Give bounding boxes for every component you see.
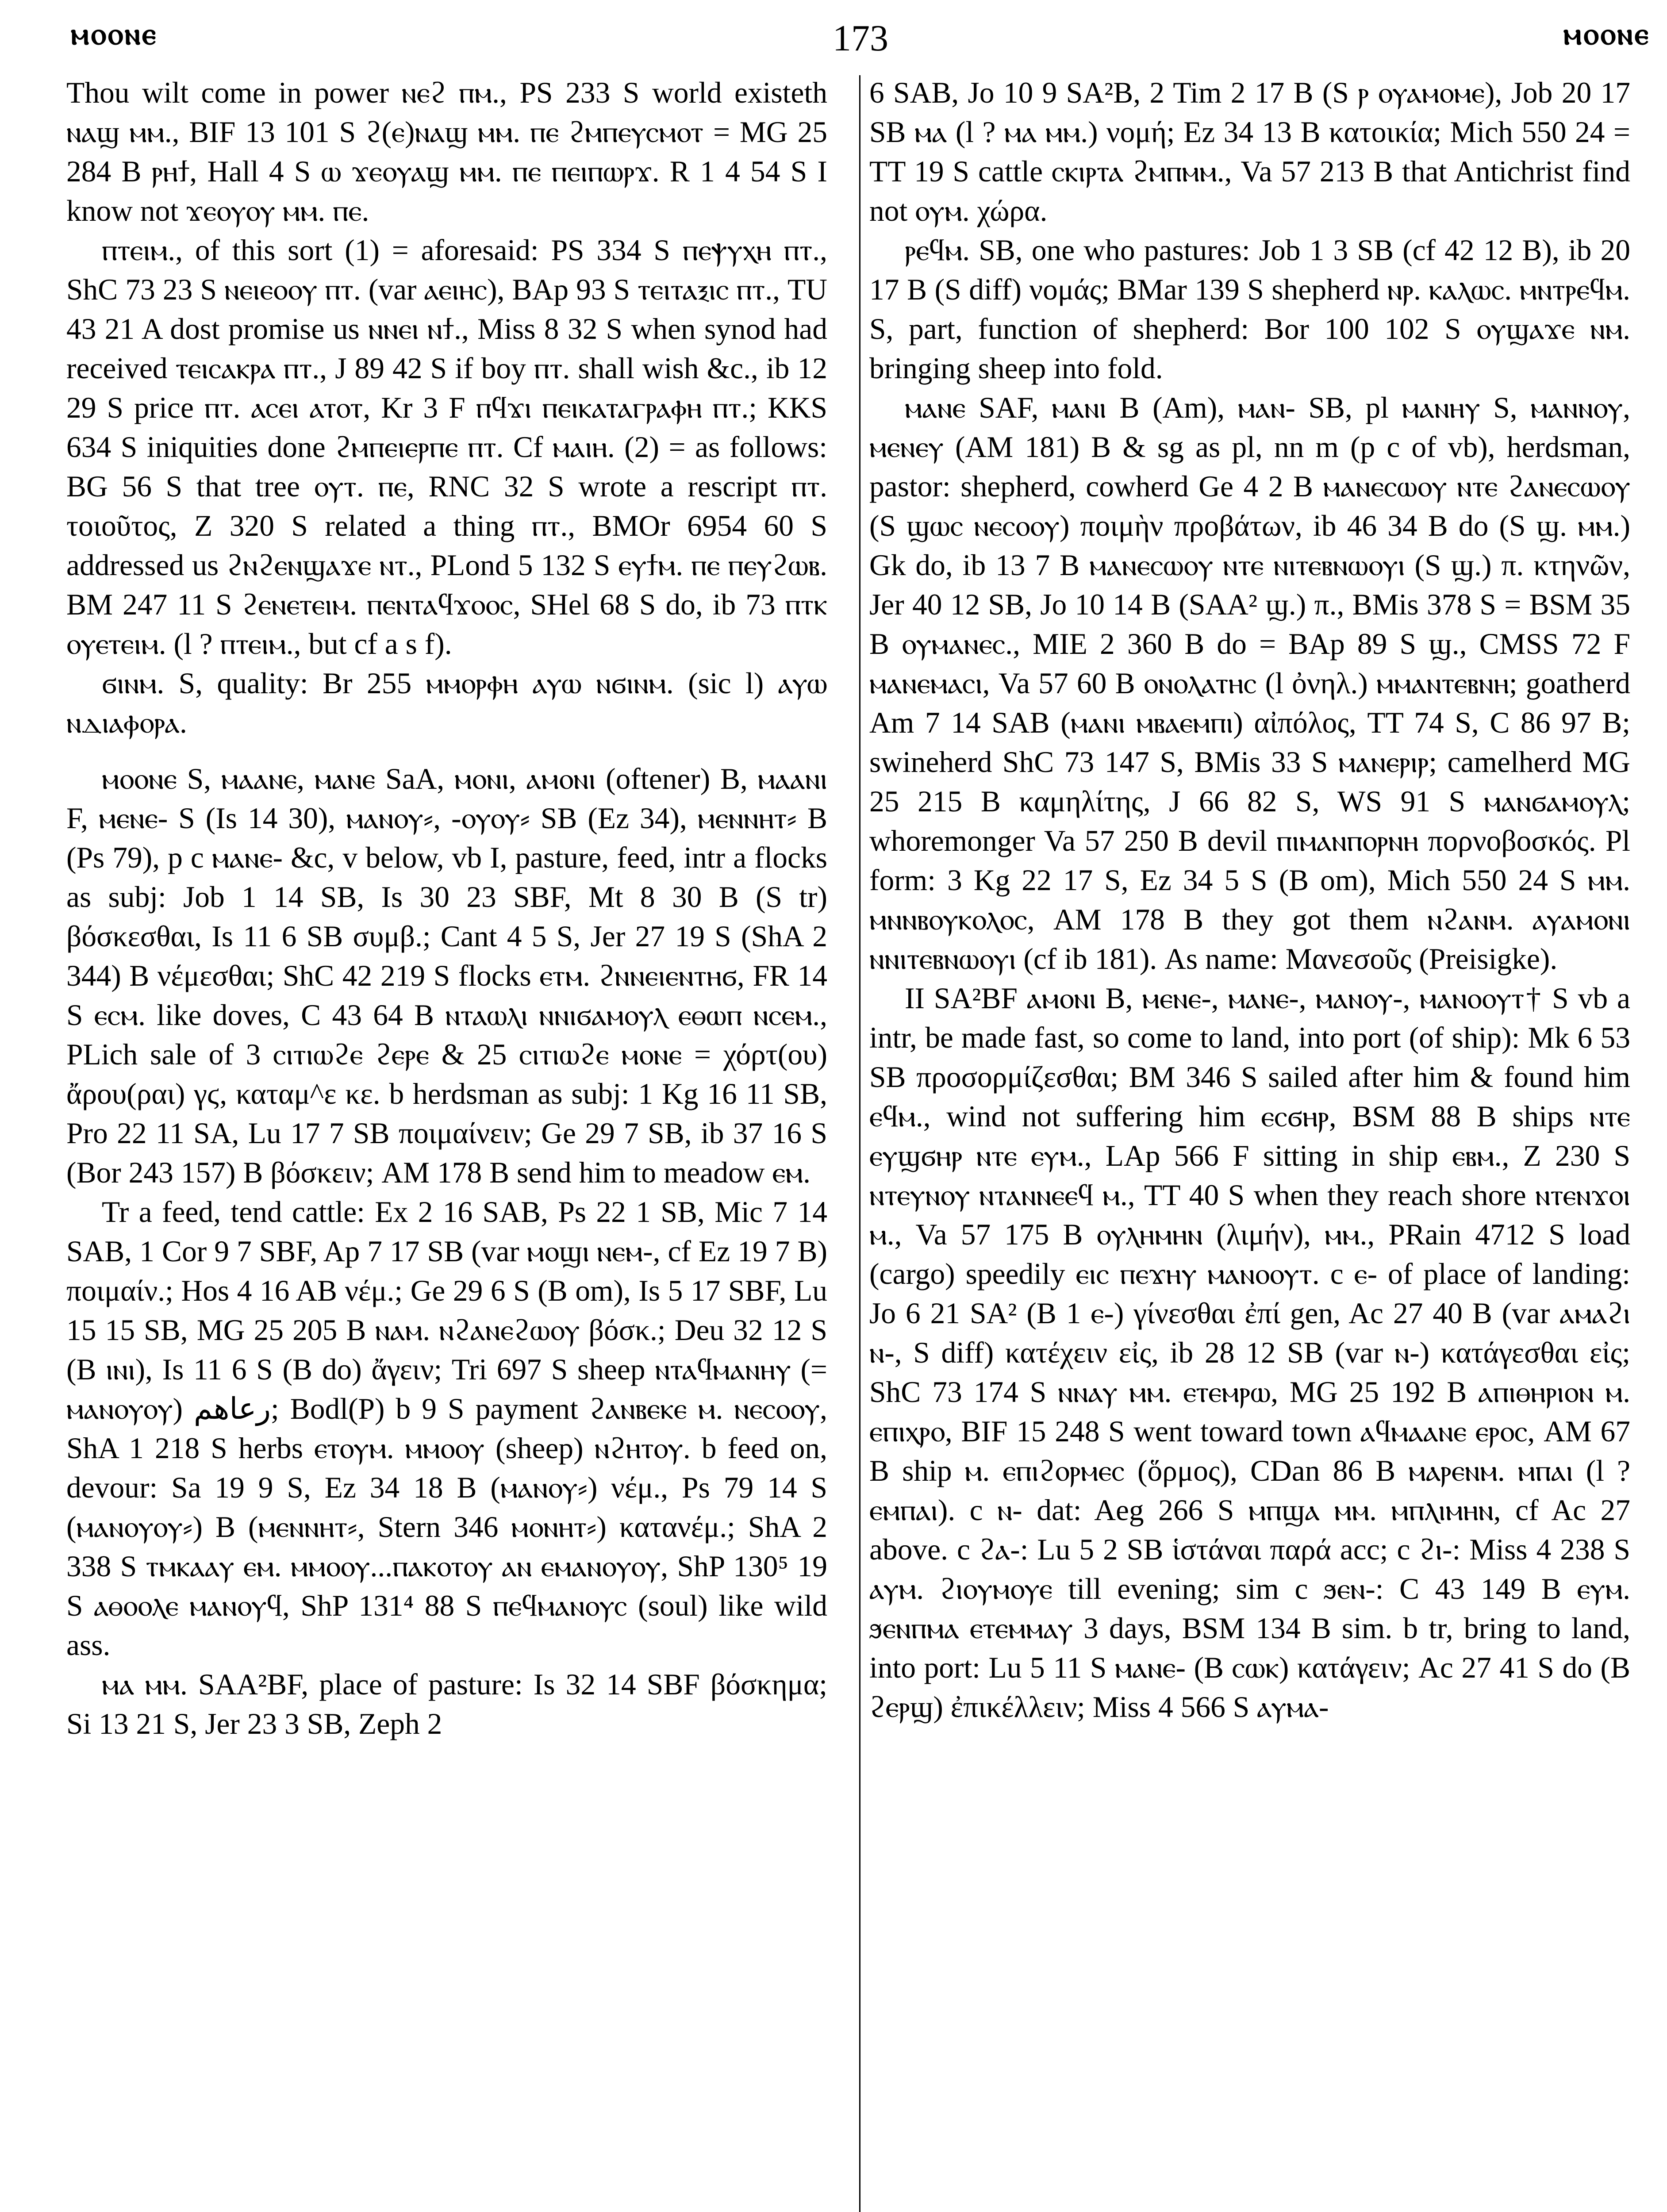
entry-paragraph: ⲙⲁⲛⲉ SAF, ⲙⲁⲛⲓ B (Am), ⲙⲁⲛ- SB, pl ⲙⲁⲛⲏⲩ S, ⲙⲁⲛⲛⲟⲩ, ⲙⲉⲛⲉⲩ (AM 181) B & sg as pl, nn m (p c of vb), herdsman, pastor: shepherd, cowherd Ge 4 2 B ⲙⲁⲛⲉⲥⲱⲟⲩ ⲛⲧⲉ ϩⲁⲛⲉⲥⲱⲟⲩ (S ϣⲱⲥ ⲛⲉⲥⲟⲟⲩ) ποιμὴν προβάτων, ib 46 34 B do (S ϣ. ⲙⲙ.) Gk do, ib 13 7 B ⲙⲁⲛⲉⲥⲱⲟⲩ ⲛⲧⲉ ⲛⲓⲧⲉⲃⲛⲱⲟⲩⲓ (S ϣ.) π. κτηνῶν, Jer 40 12 SB, Jo 10 14 B (SAA² ϣ.) π., BMis 378 S = BSM 35 B ⲟⲩⲙⲁⲛⲉⲥ., MIE 2 360 B do = BAp 89 S ϣ., CMSS 72 F ⲙⲁⲛⲉⲙⲁⲥⲓ, Va 57 60 B ⲟⲛⲟⲗⲁⲧⲏⲥ (l ὀνηλ.) ⲙⲙⲁⲛⲧⲉⲃⲛⲏ; goatherd Am 7 14 SAB (ⲙⲁⲛⲓ ⲙⲃⲁⲉⲙⲡⲓ) αἰπόλος, TT 74 S, C 86 97 B; swineherd ShC 73 147 S, BMis 33 S ⲙⲁⲛⲉⲣⲓⲣ; camelherd MG 25 215 B καμηλίτης, J 66 82 S, WS 91 S ⲙⲁⲛϭⲁⲙⲟⲩⲗ; whoremonger Va 57 250 B devil ⲡⲓⲙⲁⲛⲡⲟⲣⲛⲏ πορνοβοσκός. Pl form: 3 Kg 22 17 S, Ez 34 5 S (B om), Mich 550 24 S ⲙⲙ. ⲙⲛⲛⲃⲟⲩⲕⲟⲗⲟⲥ, AM 178 B they got them ⲛϩⲁⲛⲙ. ⲁⲩⲁⲙⲟⲛⲓ ⲛⲛⲓⲧⲉⲃⲛⲱⲟⲩⲓ (cf ib 181). As name: Μανεσοῦς (Preisigke). (869, 391, 1630, 975)
page-number: 173 (833, 18, 888, 59)
entry-paragraph: II SA²BF ⲁⲙⲟⲛⲓ B, ⲙⲉⲛⲉ-, ⲙⲁⲛⲉ-, ⲙⲁⲛⲟⲩ-, ⲙⲁⲛⲟⲟⲩⲧ† S vb a intr, be made fast, so come to land, into port (of ship): Mk 6 53 SB προσορμίζεσθαι; BM 346 S sailed after him & found him ⲉϥⲙ., wind not suffering him ⲉⲥϭⲏⲣ, BSM 88 B ships ⲛⲧⲉ ⲉⲩϣϭⲏⲣ ⲛⲧⲉ ⲉⲩⲙ., LAp 566 F sitting in ship ⲉⲃⲙ., Z 230 S ⲛⲧⲉⲩⲛⲟⲩ ⲛⲧⲁⲛⲛⲉⲉϥ ⲙ., TT 40 S when they reach shore ⲛⲧⲉⲛϫⲟⲓ ⲙ., Va 57 175 B ⲟⲩⲗⲏⲙⲏⲛ (λιμήν), ⲙⲙ., PRain 4712 S load (cargo) speedily ⲉⲓⲥ ⲡⲉϫⲏⲩ ⲙⲁⲛⲟⲟⲩⲧ. c ⲉ- of place of landing: Jo 6 21 SA² (B 1 ⲉ-) γίνεσθαι ἐπί gen, Ac 27 40 B (var ⲁⲙⲁϩⲓ ⲛ-, S diff) κατέχειν εἰς, ib 28 12 SB (var ⲛ-) κατάγεσθαι εἰς; ShC 73 174 S ⲛⲛⲁⲩ ⲙⲙ. ⲉⲧⲉⲙⲣⲱ, MG 25 192 B ⲁⲡⲓⲑⲏⲣⲓⲟⲛ ⲙ. ⲉⲡⲓⲭⲣⲟ, BIF 15 248 S went toward town ⲁϥⲙⲁⲁⲛⲉ ⲉⲣⲟⲥ, AM 67 B ship ⲙ. ⲉⲡⲓϩⲟⲣⲙⲉⲥ (ὅρμος), CDan 86 B ⲙⲁⲣⲉⲛⲙ. ⲙⲡⲁⲓ (l ? ⲉⲙⲡⲁⲓ). c ⲛ- dat: Aeg 266 S ⲙⲡϣⲁ ⲙⲙ. ⲙⲡⲗⲓⲙⲏⲛ, cf Ac 27 above. c ϩⲁ-: Lu 5 2 SB ἱστάναι παρά acc; c ϩⲓ-: Miss 4 238 S ⲁⲩⲙ. ϩⲓⲟⲩⲙⲟⲩⲉ till evening; sim c ϧⲉⲛ-: C 43 149 B ⲉⲩⲙ. ϧⲉⲛⲡⲙⲁ ⲉⲧⲉⲙⲙⲁⲩ 3 days, BSM 134 B sim. b tr, bring to land, into port: Lu 5 11 S ⲙⲁⲛⲉ- (B ⲥⲱⲕ) κατάγειν; Ac 27 41 S do (B ϩⲉⲣϣ) ἐπικέλλειν; Miss 4 566 S ⲁⲩⲙⲁ- (869, 982, 1630, 1724)
entry-paragraph: 6 SAB, Jo 10 9 SA²B, 2 Tim 2 17 B (S ⲣ ⲟⲩⲁⲙⲟⲙⲉ), Job 20 17 SB ⲙⲁ (l ? ⲙⲁ ⲙⲙ.) νομή; Ez 34 13 B κατοικία; Mich 550 24 = TT 19 S cattle ⲥⲕⲓⲣⲧⲁ ϩⲙⲡⲙⲙ., Va 57 213 B that Antichrist find not ⲟⲩⲙ. χώρα. (869, 76, 1630, 227)
entry-paragraph: ⲙⲁ ⲙⲙ. SAA²BF, place of pasture: Is 32 14 SBF βόσκημα; Si 13 21 S, Jer 23 3 SB, Zeph 2 (66, 1668, 827, 1740)
running-header (71, 17, 1650, 70)
entry-paragraph: Tr a feed, tend cattle: Ex 2 16 SAB, Ps 22 1 SB, Mic 7 14 SAB, 1 Cor 9 7 SBF, Ap 7 17 SB (var ⲙⲟϣⲓ ⲛⲉⲙ-, cf Ez 19 7 B) ποιμαίν.; Hos 4 16 AB νέμ.; Ge 29 6 S (B om), Is 5 17 SBF, Lu 15 15 SB, MG 25 205 B ⲛⲁⲙ. ⲛϩⲁⲛⲉϩⲱⲟⲩ βόσκ.; Deu 32 12 S (B ⲓⲛⲓ), Is 11 6 S (B do) ἄγειν; Tri 697 S sheep ⲛⲧⲁϥⲙⲁⲛⲏⲩ (= ⲙⲁⲛⲟⲩⲟⲩ) رعاهم; Bodl(P) b 9 S payment ϩⲁⲛⲃⲉⲕⲉ ⲙ. ⲛⲉⲥⲟⲟⲩ, ShA 1 218 S herbs ⲉⲧⲟⲩⲙ. ⲙⲙⲟⲟⲩ (sheep) ⲛϩⲏⲧⲟⲩ. b feed on, devour: Sa 19 9 S, Ez 34 18 B (ⲙⲁⲛⲟⲩ⸗) νέμ., Ps 79 14 S (ⲙⲁⲛⲟⲩⲟⲩ⸗) B (ⲙⲉⲛⲛⲏⲧ⸗, Stern 346 ⲙⲟⲛⲏⲧ⸗) κατανέμ.; ShA 2 338 S ⲧⲙⲕⲁⲁⲩ ⲉⲙ. ⲙⲙⲟⲟⲩ...ⲡⲁⲕⲟⲧⲟⲩ ⲁⲛ ⲉⲙⲁⲛⲟⲩⲟⲩ, ShP 130⁵ 19 S ⲁⲑⲟⲟⲗⲉ ⲙⲁⲛⲟⲩϥ, ShP 131⁴ 88 S ⲡⲉϥⲙⲁⲛⲟⲩⲥ (soul) like wild ass. (66, 1195, 827, 1662)
right-column (869, 73, 1630, 2212)
column-divider (859, 75, 860, 2212)
entry-paragraph: ⲙⲟⲟⲛⲉ S, ⲙⲁⲁⲛⲉ, ⲙⲁⲛⲉ SaA, ⲙⲟⲛⲓ, ⲁⲙⲟⲛⲓ (oftener) B, ⲙⲁⲁⲛⲓ F, ⲙⲉⲛⲉ- S (Is 14 30), ⲙⲁⲛⲟⲩ⸗, -ⲟⲩⲟⲩ⸗ SB (Ez 34), ⲙⲉⲛⲛⲏⲧ⸗ B (Ps 79), p c ⲙⲁⲛⲉ- &c, v below, vb I, pasture, feed, intr a flocks as subj: Job 1 14 SB, Is 30 23 SBF, Mt 8 30 B (S tr) βόσκεσθαι, Is 11 6 SB συμβ.; Cant 4 5 S, Jer 27 19 S (ShA 2 344) B νέμεσθαι; ShC 42 219 S flocks ⲉⲧⲙ. ϩⲛⲛⲉⲓⲉⲛⲧⲏϭ, FR 14 S ⲉⲥⲙ. like doves, C 43 64 B ⲛⲧⲁⲱⲗⲓ ⲛⲛⲓϭⲁⲙⲟⲩⲗ ⲉⲑⲱⲡ ⲛⲥⲉⲙ., PLich sale of 3 ⲥⲓⲧⲓⲱϩⲉ ϩⲉⲣⲉ & 25 ⲥⲓⲧⲓⲱϩⲉ ⲙⲟⲛⲉ = χόρτ(ου) ἄρου(ραι) γϛ, καταμ^ε κε. b herdsman as subj: 1 Kg 16 11 SB, Pro 22 11 SA, Lu 17 7 SB ποιμαίνειν; Ge 29 7 SB, ib 37 16 S (Bor 243 157) B βόσκειν; AM 178 B send him to meadow ⲉⲙ. (66, 762, 827, 1189)
entry-paragraph: ⲡⲧⲉⲓⲙ., of this sort (1) = aforesaid: PS 334 S ⲡⲉⲯⲩⲭⲏ ⲡⲧ., ShC 73 23 S ⲛⲉⲓⲉⲟⲟⲩ ⲡⲧ. (var ⲁⲉⲓⲏⲥ), BAp 93 S ⲧⲉⲓⲧⲁⲝⲓⲥ ⲡⲧ., TU 43 21 A dost promise us ⲛⲛⲉⲓ ⲛϯ., Miss 8 32 S when synod had received ⲧⲉⲓⲥⲁⲕⲣⲁ ⲡⲧ., J 89 42 S if boy ⲡⲧ. shall wish &c., ib 12 29 S price ⲡⲧ. ⲁⲥⲉⲓ ⲁⲧⲟⲧ, Kr 3 F ⲡϥϫⲓ ⲡⲉⲓⲕⲁⲧⲁⲅⲣⲁⲫⲏ ⲡⲧ.; KKS 634 S iniquities done ϩⲙⲡⲉⲓⲉⲣⲡⲉ ⲡⲧ. Cf ⲙⲁⲓⲏ. (2) = as follows: BG 56 S that tree ⲟⲩⲧ. ⲡⲉ, RNC 32 S wrote a rescript ⲡⲧ. τοιοῦτος, Z 320 S related a thing ⲡⲧ., BMOr 6954 60 S addressed us ϩⲛϩⲉⲛϣⲁϫⲉ ⲛⲧ., PLond 5 132 S ⲉⲩϯⲙ. ⲡⲉ ⲡⲉⲩϩⲱⲃ. BM 247 11 S ϩⲉⲛⲉⲧⲉⲓⲙ. ⲡⲉⲛⲧⲁϥϫⲟⲟⲥ, SHel 68 S do, ib 73 ⲡⲧⲕ ⲟⲩⲉⲧⲉⲓⲙ. (l ? ⲡⲧⲉⲓⲙ., but cf a s f). (66, 234, 827, 661)
header-left-headword: ⲙⲟⲟⲛⲉ (71, 17, 158, 51)
header-right-headword: ⲙⲟⲟⲛⲉ (1563, 17, 1650, 51)
entry-paragraph: Thou wilt come in power ⲛⲉϩ ⲡⲙ., PS 233 S world existeth ⲛⲁϣ ⲙⲙ., BIF 13 101 S ϩ(ⲉ)ⲛⲁϣ ⲙⲙ. ⲡⲉ ϩⲙⲡⲉⲩⲥⲙⲟⲧ = MG 25 284 B ⲣⲏϯ, Hall 4 S ⲱ ϫⲉⲟⲩⲁϣ ⲙⲙ. ⲡⲉ ⲡⲉⲓⲡⲱⲣϫ. R 1 4 54 S I know not ϫⲉⲟⲩⲟⲩ ⲙⲙ. ⲡⲉ. (66, 76, 827, 227)
entry-paragraph: ϭⲓⲛⲙ. S, quality: Br 255 ⲙⲙⲟⲣⲫⲏ ⲁⲩⲱ ⲛϭⲓⲛⲙ. (sic l) ⲁⲩⲱ ⲛⲇⲓⲁⲫⲟⲣⲁ. (66, 667, 827, 739)
left-column (66, 73, 827, 2212)
entry-paragraph: ⲣⲉϥⲙ. SB, one who pastures: Job 1 3 SB (cf 42 12 B), ib 20 17 B (S diff) νομάς; BMar 139 S shepherd ⲛⲣ. ⲕⲁⲗⲱⲥ. ⲙⲛⲧⲣⲉϥⲙ. S, part, function of shepherd: Bor 100 102 S ⲟⲩϣⲁϫⲉ ⲛⲙ. bringing sheep into fold. (869, 234, 1630, 385)
